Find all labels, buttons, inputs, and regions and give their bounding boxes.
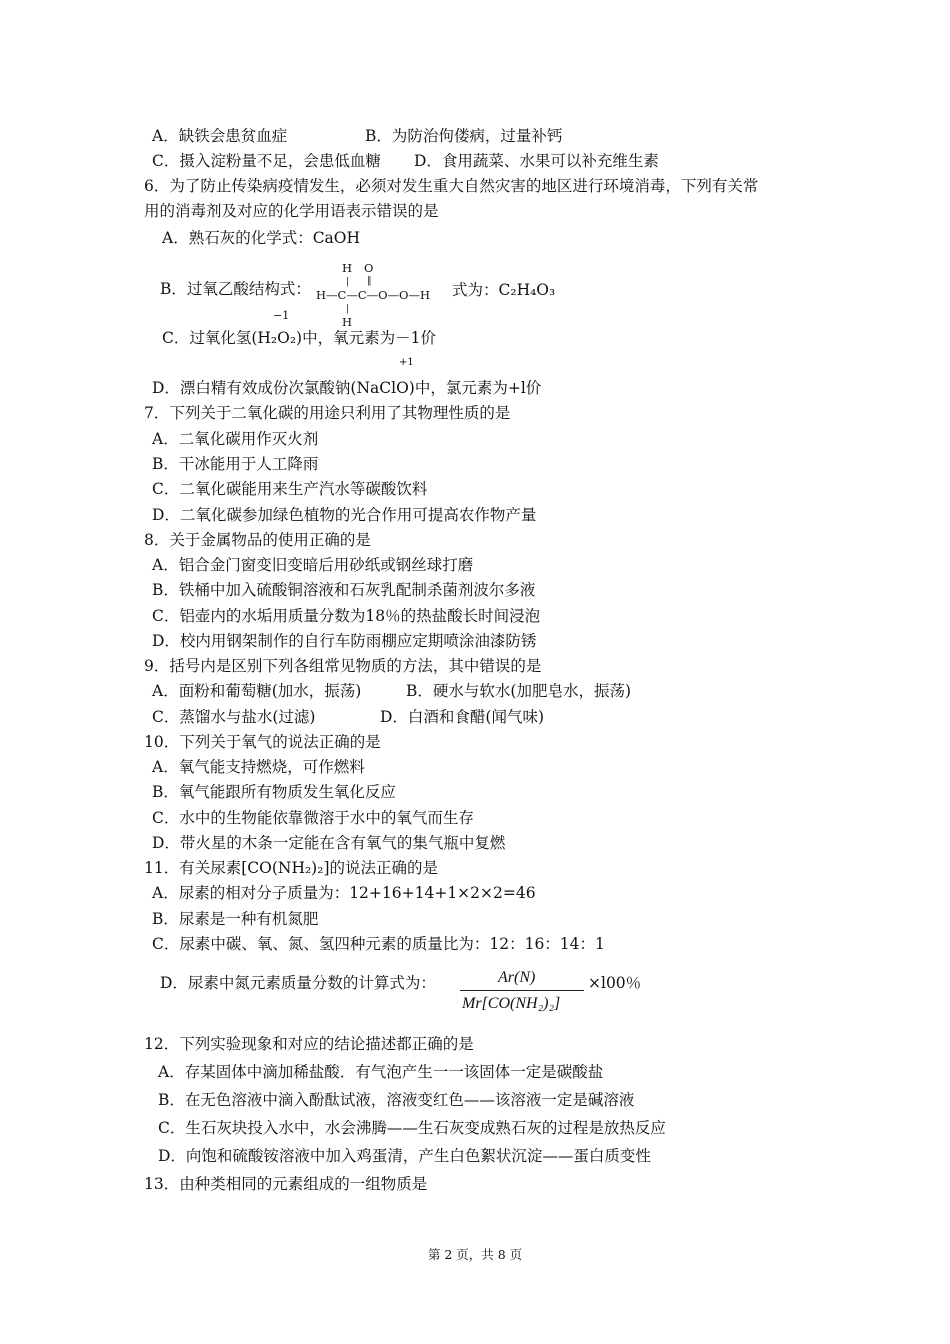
fraction-denominator: Mr[CO(NH₂)₂]: [462, 995, 561, 1012]
q6-option-a: A．熟石灰的化学式：CaOH: [162, 229, 361, 247]
q11-option-d-prefix: D．尿素中氮元素质量分数的计算式为：: [160, 974, 436, 992]
struct-bond-down: |: [346, 304, 350, 314]
q8-stem: 8．关于金属物品的使用正确的是: [144, 531, 371, 549]
q5-option-b: B．为防治佝偻病，过量补钙: [365, 127, 563, 145]
q6-option-b-prefix: B．过氧乙酸结构式：: [160, 280, 311, 298]
q6-stem-line1: 6．为了防止传染病疫情发生，必须对发生重大自然灾害的地区进行环境消毒，下列有关常: [144, 177, 759, 195]
struct-bottom-h: H: [342, 315, 353, 329]
q8-option-a: A．铝合金门窗变旧变暗后用砂纸或钢丝球打磨: [152, 556, 474, 574]
q10-option-b: B．氧气能跟所有物质发生氧化反应: [152, 783, 396, 801]
q6-option-b-formula: 式为：C₂H₄O₃: [452, 281, 556, 299]
q9-option-a: A．面粉和葡萄糖(加水，振荡): [152, 682, 362, 700]
q6-stem-line2: 用的消毒剂及对应的化学用语表示错误的是: [144, 202, 439, 220]
q11-option-b: B．尿素是一种有机氮肥: [152, 910, 319, 928]
q8-option-c: C．铝壶内的水垢用质量分数为18％的热盐酸长时间浸泡: [152, 607, 541, 625]
q12-option-a: A．存某固体中滴加稀盐酸．有气泡产生一一该固体一定是碳酸盐: [158, 1063, 604, 1081]
q5-option-a: A．缺铁会患贫血症: [152, 127, 288, 145]
struct-top-o: O: [364, 261, 374, 275]
q9-option-c: C．蒸馏水与盐水(过滤): [152, 708, 316, 726]
q11-stem: 11．有关尿素[CO(NH₂)₂]的说法正确的是: [144, 859, 438, 877]
q10-option-d: D．带火星的木条一定能在含有氧气的集气瓶中复燃: [152, 834, 506, 852]
struct-bond-up: |: [346, 277, 350, 287]
q13-stem: 13．由种类相同的元素组成的一组物质是: [144, 1175, 428, 1193]
struct-double-bond: ‖: [367, 276, 372, 286]
q7-stem: 7．下列关于二氧化碳的用途只利用了其物理性质的是: [144, 404, 511, 422]
q5-option-c: C．摄入淀粉量不足，会患低血糖: [152, 152, 381, 170]
nitrogen-fraction: [460, 968, 586, 1018]
q12-option-b: B．在无色溶液中滴入酚酞试液，溶液变红色——该溶液一定是碱溶液: [158, 1091, 635, 1109]
q10-stem: 10．下列关于氧气的说法正确的是: [144, 733, 381, 751]
q12-option-d: D．向饱和硫酸铵溶液中加入鸡蛋清，产生白色絮状沉淀——蛋白质变性: [158, 1147, 651, 1165]
struct-top-h: H: [342, 261, 353, 275]
q7-option-d: D．二氧化碳参加绿色植物的光合作用可提高农作物产量: [152, 506, 537, 524]
q12-stem: 12．下列实验现象和对应的结论描述都正确的是: [144, 1035, 474, 1053]
q6-option-c: C．过氧化氢(H₂O₂)中，氧元素为－1价: [162, 329, 436, 347]
q9-stem: 9．括号内是区别下列各组常见物质的方法，其中错误的是: [144, 657, 542, 675]
q12-option-c: C．生石灰块投入水中，水会沸腾——生石灰变成熟石灰的过程是放热反应: [158, 1119, 666, 1137]
struct-main-chain: H—C—C—O—O—H: [316, 288, 431, 302]
q6-minus1-mark: −1: [273, 309, 290, 322]
q6-plus1-mark: +1: [399, 357, 414, 368]
q8-option-d: D．校内用钢架制作的自行车防雨棚应定期喷涂油漆防锈: [152, 632, 537, 650]
q7-option-a: A．二氧化碳用作灭火剂: [152, 430, 319, 448]
q5-option-d: D．食用蔬菜、水果可以补充维生素: [414, 152, 659, 170]
q7-option-b: B．干冰能用于人工降雨: [152, 455, 319, 473]
q10-option-c: C．水中的生物能依靠微溶于水中的氧气而生存: [152, 809, 474, 827]
q9-option-d: D．白酒和食醋(闻气味): [380, 708, 545, 726]
q7-option-c: C．二氧化碳能用来生产汽水等碳酸饮料: [152, 480, 428, 498]
q9-option-b: B．硬水与软水(加肥皂水，振荡): [406, 682, 631, 700]
fraction-bar: [460, 990, 584, 991]
q11-option-c: C．尿素中碳、氧、氮、氢四种元素的质量比为：12：16：14：1: [152, 935, 605, 953]
peracetic-acid-structure: [316, 258, 456, 328]
q6-option-d: D．漂白精有效成份次氯酸钠(NaClO)中，氯元素为+l价: [152, 379, 542, 397]
page-footer: 第 2 页，共 8 页: [427, 1247, 523, 1262]
q11-option-a: A．尿素的相对分子质量为：12+16+14+1×2×2=46: [152, 884, 536, 902]
q11-option-d-suffix: ×l00％: [588, 974, 642, 992]
q10-option-a: A．氧气能支持燃烧，可作燃料: [152, 758, 365, 776]
fraction-numerator: Ar(N): [498, 969, 536, 986]
q8-option-b: B．铁桶中加入硫酸铜溶液和石灰乳配制杀菌剂波尔多液: [152, 581, 536, 599]
